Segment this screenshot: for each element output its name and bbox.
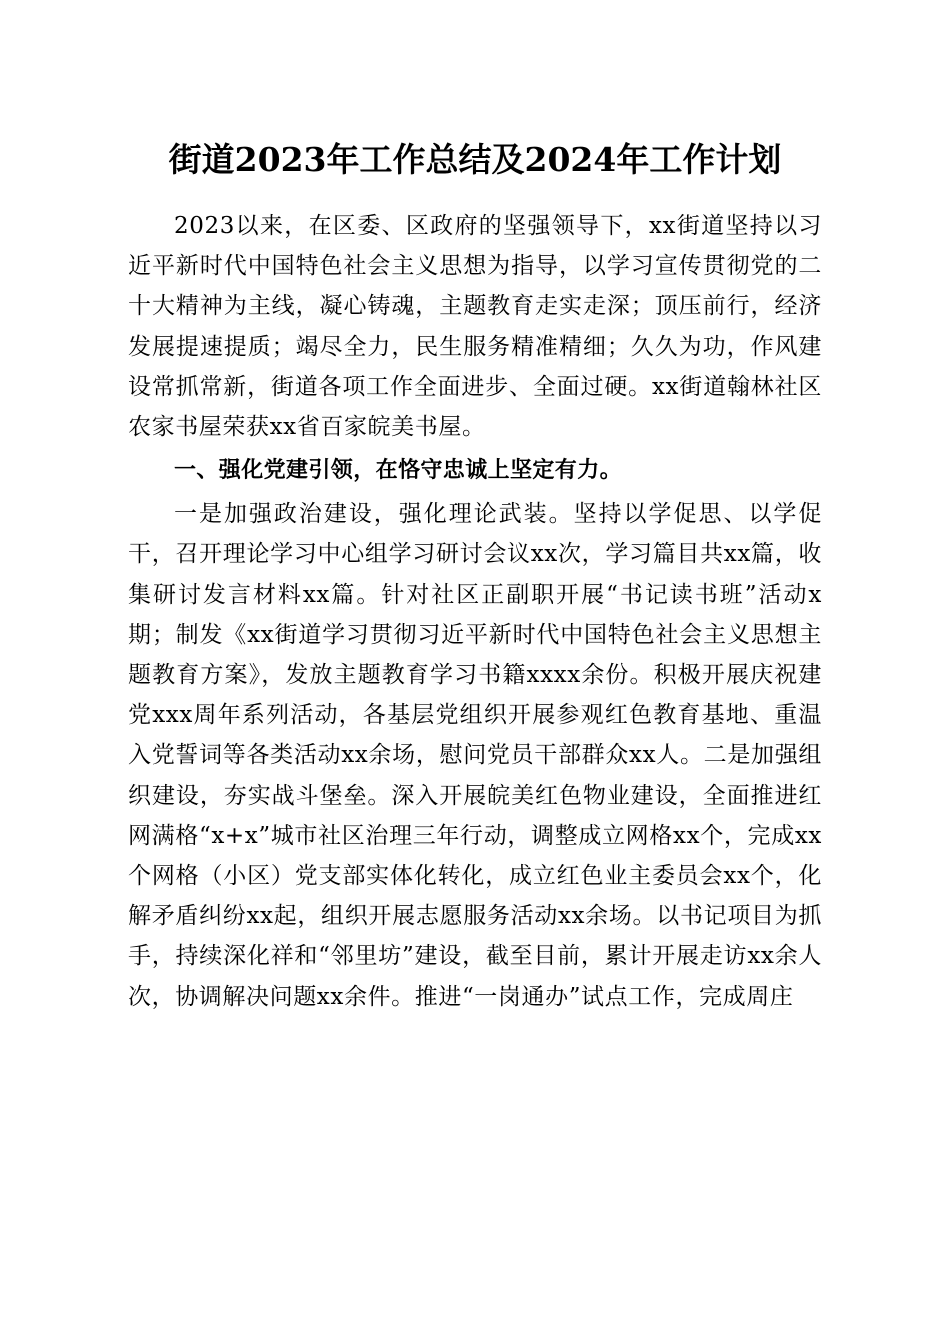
section-heading: 一、强化党建引领，在恪守忠诚上坚定有力。 <box>174 458 623 484</box>
section-paragraph: 一是加强政治建设，强化理论武装。坚持以学促思、以学促干，召开理论学习中心组学习研讨会议xx次，学习篇目共xx篇，收集研讨发言材料xx篇。针对社区正副职开展“书记读书班”活动x期；制发《xx街道学习贯彻习近平新时代中国特色社会主义思想主题教育方案》，发放主题教育学习书籍xxxx余份。积极开展庆祝建党xxx周年系列活动，各基层党组织开展参观红色教育基地、重温入党誓词等各类活动xx余场，慰问党员干部群众xx人。二是加强组织建设，夯实战斗堡垒。深入开展皖美红色物业建设，全面推进红网满格“x+x”城市社区治理三年行动，调整成立网格xx个，完成xx个网格（小区）党支部实体化转化，成立红色业主委员会xx个，化解矛盾纠纷xx起，组织开展志愿服务活动xx余场。以书记项目为抓手，持续深化祥和“邻里坊”建设，截至目前，累计开展走访xx余人次，协调解决问题xx余件。推进“一岗通办”试点工作，完成周庄 <box>128 501 822 1010</box>
document-body <box>128 206 822 1017</box>
intro-paragraph: 2023以来，在区委、区政府的坚强领导下，xx街道坚持以习近平新时代中国特色社会主义思想为指导，以学习宣传贯彻党的二十大精神为主线，凝心铸魂，主题教育走实走深；顶压前行，经济发展提速提质；竭尽全力，民生服务精准精细；久久为功，作风建设常抓常新，街道各项工作全面进步、全面过硬。xx街道翰林社区农家书屋荣获xx省百家皖美书屋。 <box>128 213 822 441</box>
document-title: 街道2023年工作总结及2024年工作计划 <box>168 140 782 179</box>
